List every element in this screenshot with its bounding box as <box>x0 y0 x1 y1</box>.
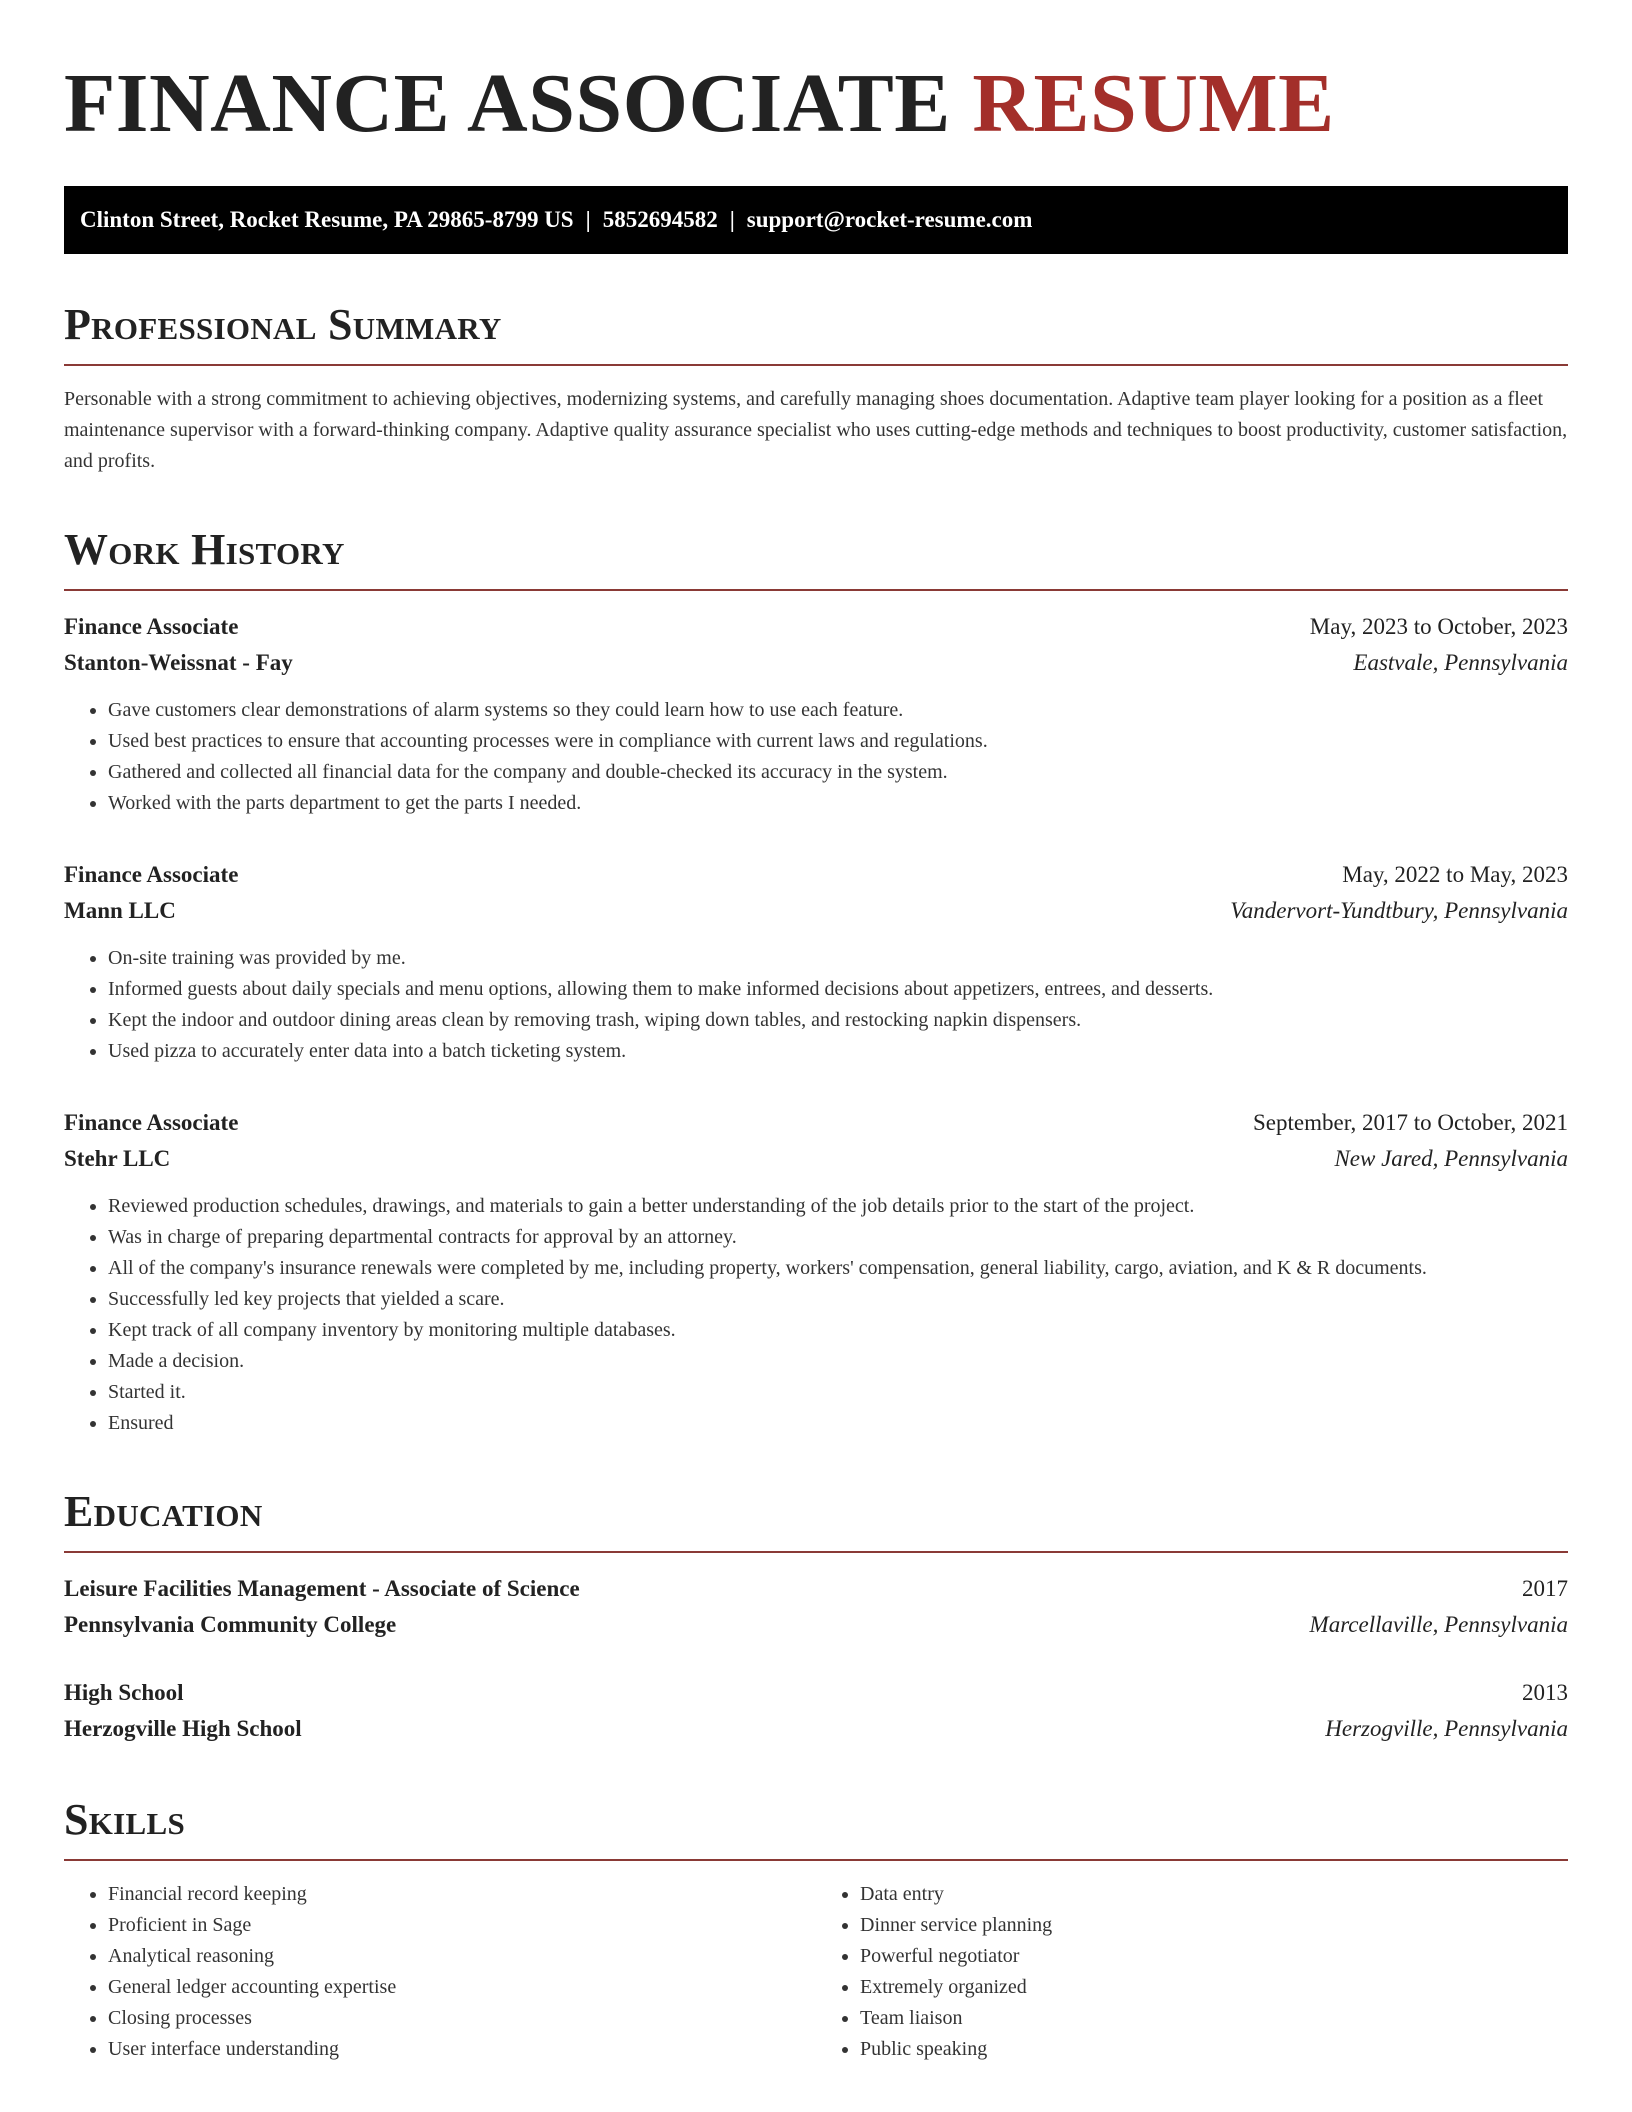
education-location: Marcellaville, Pennsylvania <box>1309 1612 1568 1637</box>
skill-item: • Extremely organized <box>860 1972 1568 2003</box>
education-degree: Leisure Facilities Management - Associate of Science <box>64 1576 580 1601</box>
section-divider <box>64 364 1568 366</box>
job-title-row <box>64 609 1568 645</box>
job-duties-list <box>64 943 1568 1067</box>
list-item: • Used pizza to accurately enter data into a batch ticketing system. <box>108 1036 1568 1067</box>
job-duties-list <box>64 695 1568 819</box>
contact-address: Clinton Street, Rocket Resume, PA 29865-8799 US <box>80 207 574 232</box>
job-dates: September, 2017 to October, 2021 <box>1253 1110 1568 1135</box>
list-item: • Kept the indoor and outdoor dining areas clean by removing trash, wiping down tables, and restocking napkin dispensers. <box>108 1005 1568 1036</box>
skill-item: • Team liaison <box>860 2003 1568 2034</box>
list-item: • Worked with the parts department to get the parts I needed. <box>108 788 1568 819</box>
section-heading: Education <box>64 1487 263 1536</box>
education-section <box>64 1485 1568 1747</box>
skill-item: • General ledger accounting expertise <box>108 1972 816 2003</box>
education-entry <box>64 1571 1568 1643</box>
job-company-row <box>64 645 1568 681</box>
education-year: 2017 <box>1522 1576 1568 1601</box>
job-title: Finance Associate <box>64 614 239 639</box>
summary-section <box>64 298 1568 477</box>
job-entry <box>64 857 1568 1067</box>
contact-phone: 5852694582 <box>602 207 718 232</box>
job-company: Mann LLC <box>64 898 176 923</box>
skill-item: • Closing processes <box>108 2003 816 2034</box>
job-dates: May, 2023 to October, 2023 <box>1309 614 1568 639</box>
education-list <box>64 1571 1568 1747</box>
section-divider <box>64 589 1568 591</box>
job-location: Vandervort-Yundtbury, Pennsylvania <box>1230 898 1568 923</box>
section-heading: Professional Summary <box>64 300 502 349</box>
skill-item: • User interface understanding <box>108 2034 816 2065</box>
section-divider <box>64 1551 1568 1553</box>
job-company: Stehr LLC <box>64 1146 171 1171</box>
job-company-row <box>64 1141 1568 1177</box>
list-item: • Gave customers clear demonstrations of alarm systems so they could learn how to use each feature. <box>108 695 1568 726</box>
skills-section <box>64 1793 1568 2065</box>
skill-item: • Financial record keeping <box>108 1879 816 1910</box>
list-item: • Ensured <box>108 1408 1568 1439</box>
list-item: • Reviewed production schedules, drawings, and materials to gain a better understanding of the job details prior to the start of the project. <box>108 1191 1568 1222</box>
education-school-row <box>64 1711 1568 1747</box>
skill-item: • Proficient in Sage <box>108 1910 816 1941</box>
job-location: New Jared, Pennsylvania <box>1334 1146 1568 1171</box>
job-company: Stanton-Weissnat - Fay <box>64 650 293 675</box>
education-school-row <box>64 1607 1568 1643</box>
skill-item: • Public speaking <box>860 2034 1568 2065</box>
skill-item: • Analytical reasoning <box>108 1941 816 1972</box>
section-heading: Skills <box>64 1795 186 1844</box>
list-item: • Used best practices to ensure that accounting processes were in compliance with current laws and regulations. <box>108 726 1568 757</box>
skills-list-right <box>816 1879 1568 2065</box>
skill-item: • Dinner service planning <box>860 1910 1568 1941</box>
job-list <box>64 609 1568 1439</box>
list-item: • Informed guests about daily specials and menu options, allowing them to make informed decisions about appetizers, entrees, and desserts. <box>108 974 1568 1005</box>
skill-item: • Data entry <box>860 1879 1568 1910</box>
job-dates: May, 2022 to May, 2023 <box>1342 862 1568 887</box>
list-item: • Made a decision. <box>108 1346 1568 1377</box>
job-title-row <box>64 1105 1568 1141</box>
contact-separator: | <box>585 207 591 232</box>
list-item: • Kept track of all company inventory by monitoring multiple databases. <box>108 1315 1568 1346</box>
list-item: • Gathered and collected all financial data for the company and double-checked its accuracy in the system. <box>108 757 1568 788</box>
skills-list-left <box>64 1879 816 2065</box>
summary-text: Personable with a strong commitment to achieving objectives, modernizing systems, and carefully managing shoes documentation. Adaptive team player looking for a position as a fleet maintenance supervisor with a forward-thinking company. Adaptive quality assurance specialist who uses cutting-edge methods and techniques to boost productivity, customer satisfaction, and profits. <box>64 388 1568 472</box>
section-heading: Work History <box>64 525 345 574</box>
work-history-section <box>64 523 1568 1439</box>
job-company-row <box>64 893 1568 929</box>
job-title-row <box>64 857 1568 893</box>
list-item: • Successfully led key projects that yielded a scare. <box>108 1284 1568 1315</box>
education-degree-row <box>64 1675 1568 1711</box>
contact-separator: | <box>729 207 735 232</box>
title-main: FINANCE ASSOCIATE <box>64 57 951 150</box>
title-accent: RESUME <box>972 57 1335 150</box>
list-item: • On-site training was provided by me. <box>108 943 1568 974</box>
section-divider <box>64 1859 1568 1861</box>
skill-item: • Powerful negotiator <box>860 1941 1568 1972</box>
job-title: Finance Associate <box>64 1110 239 1135</box>
education-location: Herzogville, Pennsylvania <box>1325 1716 1568 1741</box>
skills-columns <box>64 1879 1568 2065</box>
job-title: Finance Associate <box>64 862 239 887</box>
education-school: Herzogville High School <box>64 1716 302 1741</box>
job-duties-list <box>64 1191 1568 1439</box>
job-entry <box>64 1105 1568 1439</box>
education-school: Pennsylvania Community College <box>64 1612 397 1637</box>
contact-bar <box>64 186 1568 254</box>
job-entry <box>64 609 1568 819</box>
education-year: 2013 <box>1522 1680 1568 1705</box>
list-item: • All of the company's insurance renewals were completed by me, including property, workers' compensation, general liability, cargo, aviation, and K & R documents. <box>108 1253 1568 1284</box>
list-item: • Started it. <box>108 1377 1568 1408</box>
education-degree-row <box>64 1571 1568 1607</box>
education-degree: High School <box>64 1680 184 1705</box>
resume-title <box>64 0 1568 154</box>
job-location: Eastvale, Pennsylvania <box>1353 650 1568 675</box>
education-entry <box>64 1675 1568 1747</box>
contact-email: support@rocket-resume.com <box>746 207 1033 232</box>
list-item: • Was in charge of preparing departmental contracts for approval by an attorney. <box>108 1222 1568 1253</box>
